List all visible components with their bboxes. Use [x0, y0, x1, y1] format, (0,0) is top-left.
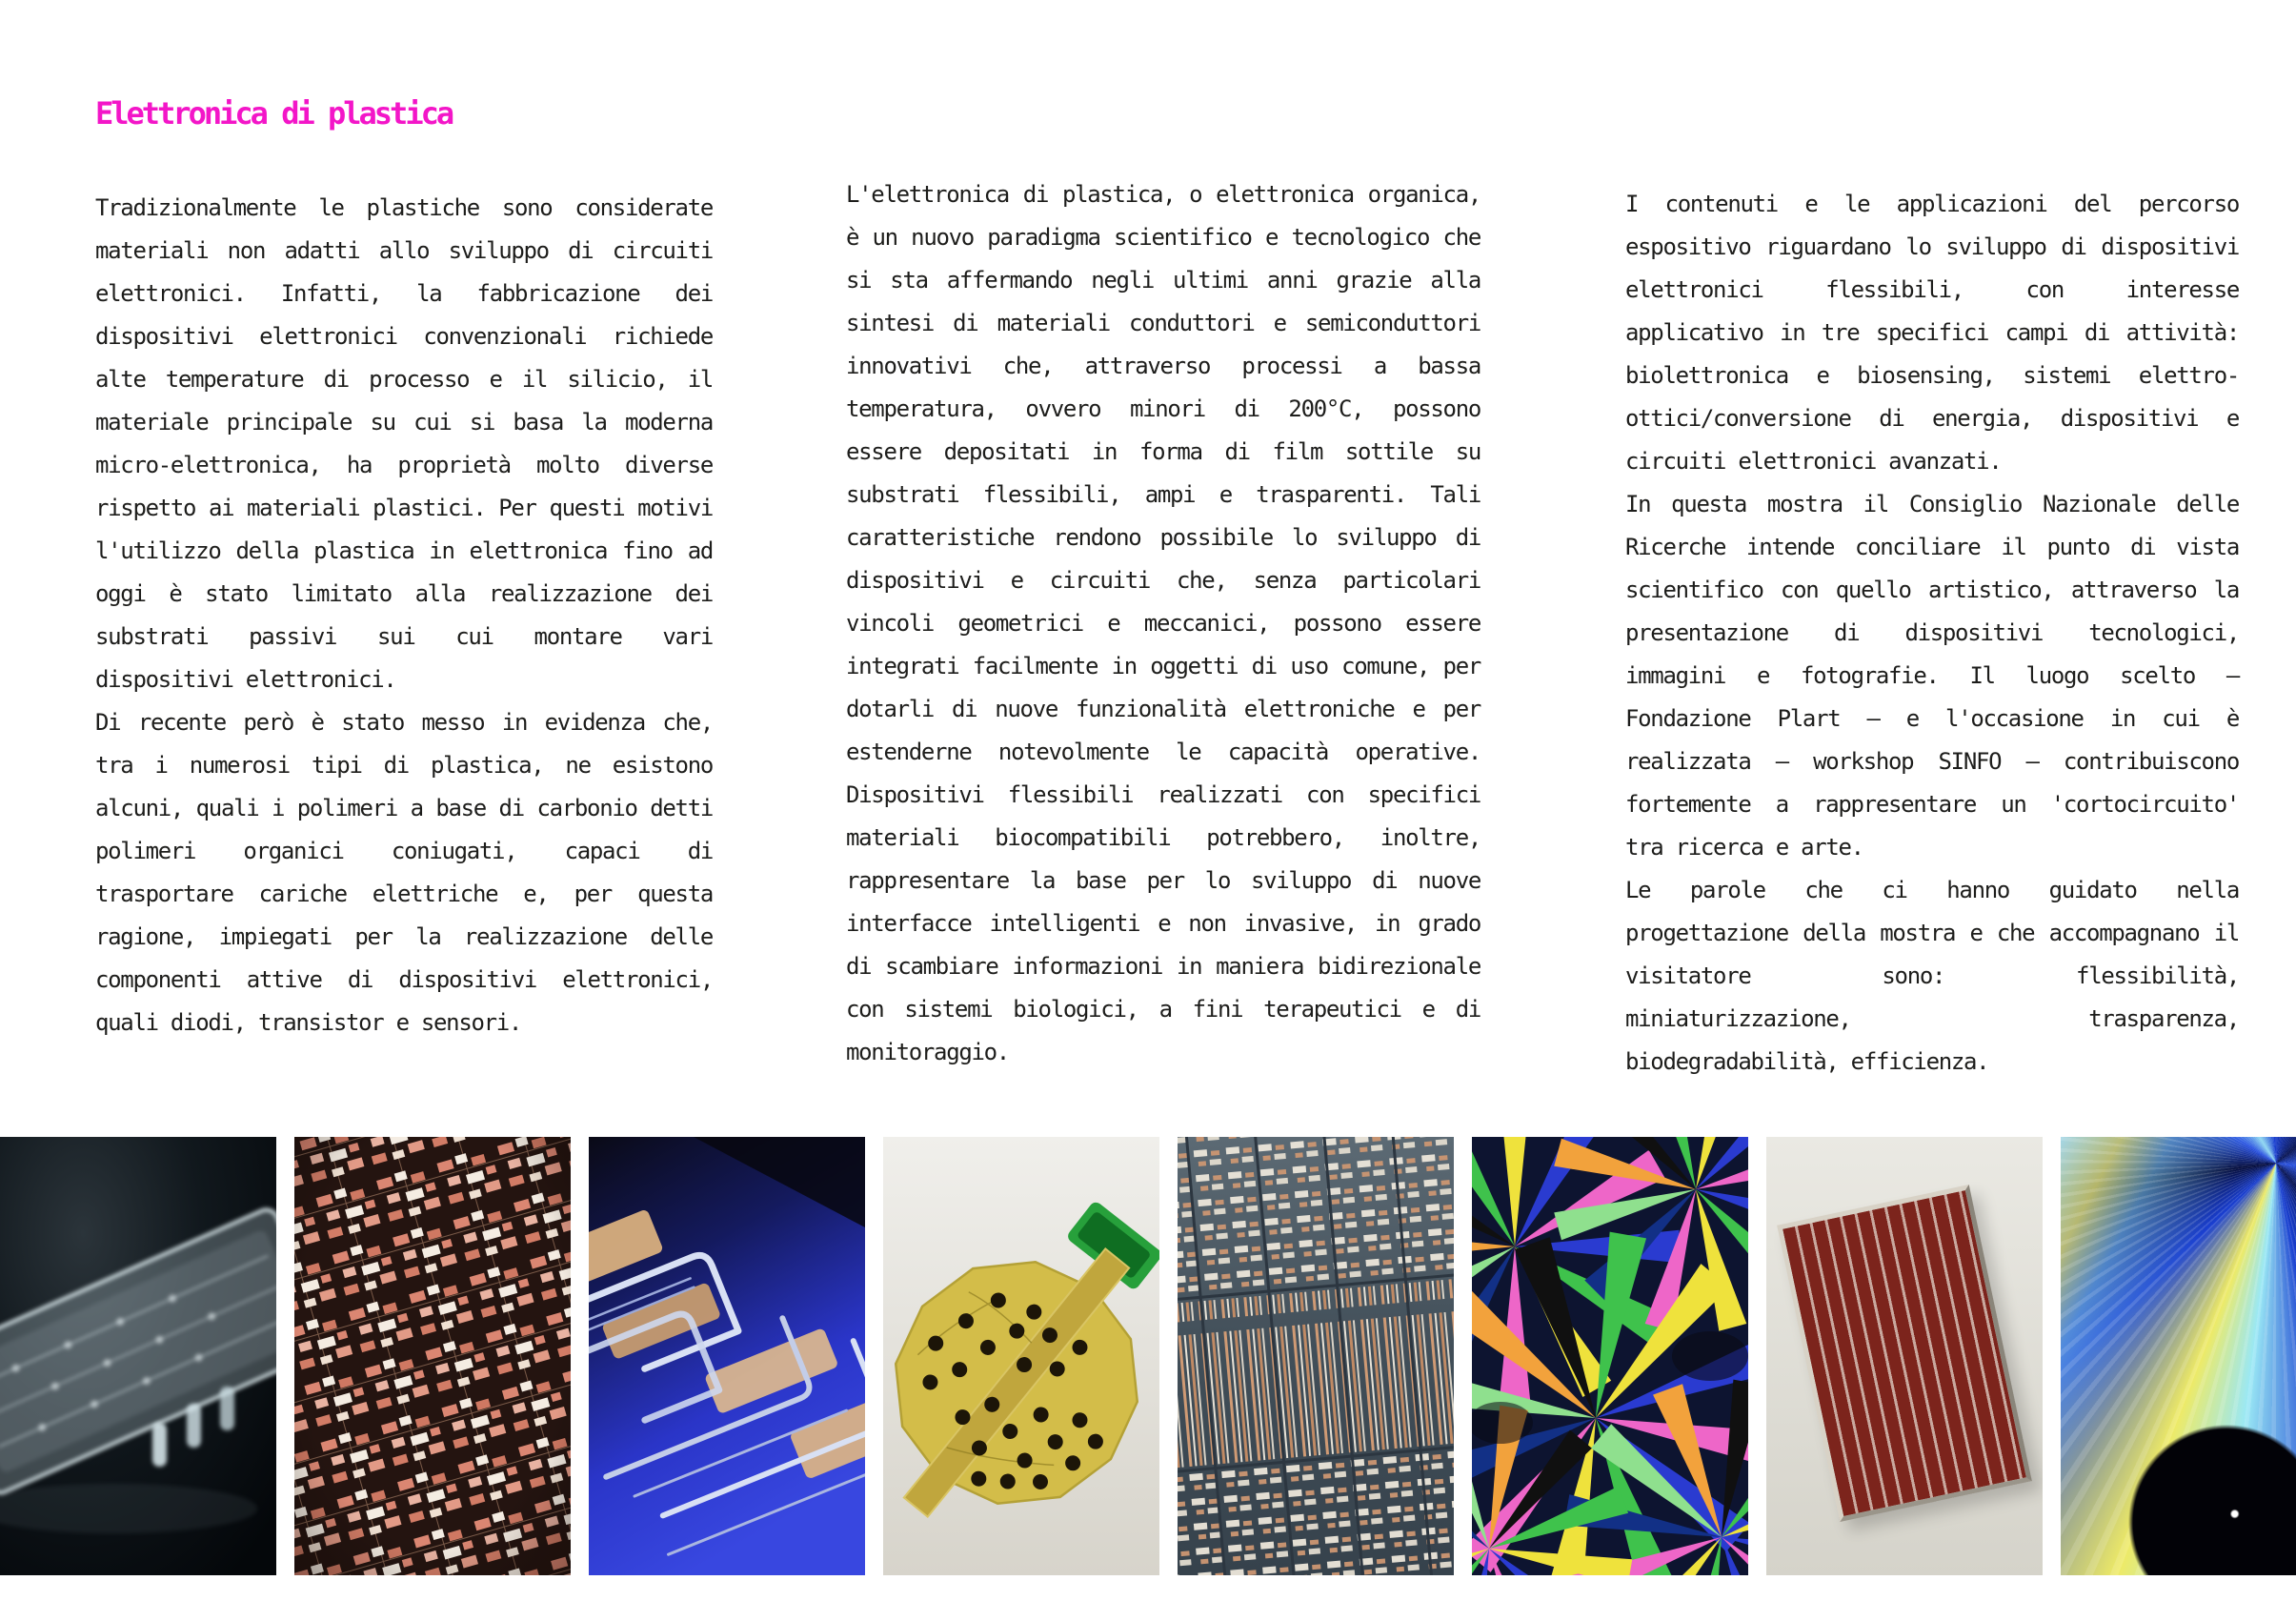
- copper-foil-illustration: [1178, 1137, 1454, 1575]
- gallery-image-crystals-blue: [2061, 1137, 2296, 1575]
- paragraph: Tradizionalmente le plastiche sono considerate materiali non adatti allo sviluppo di circuiti elettronici. Infatti, la fabbricazione dei dispositivi elettronici convenzionali richiede alte temperature di processo e il silicio, il materiale principale su cui si basa la moderna micro-elettronica, ha proprietà molto diverse rispetto ai materiali plastici. Per questi motivi l'utilizzo della plastica in elettronica fino ad oggi è stato limitato alla realizzazione dei substrati passivi sui cui montare vari dispositivi elettronici.: [95, 194, 713, 693]
- text-column-1: [95, 187, 713, 1044]
- gallery-image-printed-array: [294, 1137, 571, 1575]
- printed-array-illustration: [294, 1137, 571, 1575]
- gallery-image-microfluidic-chip: [0, 1137, 276, 1575]
- gallery-image-blue-circuit: [589, 1137, 865, 1575]
- text-column-2: [846, 173, 1480, 1074]
- solar-cell-illustration: [1777, 1185, 2032, 1522]
- paragraph: I contenuti e le applicazioni del percorso espositivo riguardano lo sviluppo di dispositivi elettronici flessibili, con interesse applicativo in tre specifici campi di attività: biolettronica e biosensing, sistemi elettro-ottici/conversione di energia, dispositivi e circuiti elettronici avanzati.: [1625, 191, 2239, 475]
- paragraph: Le parole che ci hanno guidato nella progettazione della mostra e che accompagnano il visitatore sono: flessibilità, miniaturizzazione, trasparenza, biodegradabilità, efficienza.: [1625, 877, 2239, 1075]
- microfluidic-chip-illustration: [0, 1137, 276, 1575]
- paragraph: Di recente però è stato messo in evidenza che, tra i numerosi tipi di plastica, ne esistono alcuni, quali i polimeri a base di carbonio detti polimeri organici coniugati, capaci di trasportare cariche elettriche e, per questa ragione, impiegati per la realizzazione delle componenti attive di dispositivi elettronici, quali diodi, transistor e sensori.: [95, 709, 713, 1036]
- electrode-disc-illustration: [883, 1137, 1159, 1575]
- gallery-image-crystals-multicolor: [1472, 1137, 1748, 1575]
- text-column-3: [1625, 183, 2239, 1084]
- gallery-image-solar-cell: [1766, 1137, 2043, 1575]
- gallery-image-electrode-disc: [883, 1137, 1159, 1575]
- paragraph: L'elettronica di plastica, o elettronica organica, è un nuovo paradigma scientifico e tecnologico che si sta affermando negli ultimi anni grazie alla sintesi di materiali conduttori e semiconduttori innovativi che, attraverso processi a bassa temperatura, ovvero minori di 200°C, possono essere depositati in forma di film sottile su substrati flessibili, ampi e trasparenti. Tali caratteristiche rendono possibile lo sviluppo di dispositivi e circuiti che, senza particolari vincoli geometrici e meccanici, possono essere integrati facilmente in oggetti di uso comune, per dotarli di nuove funzionalità elettroniche e per estenderne notevolmente le capacità operative. Dispositivi flessibili realizzati con specifici materiali biocompatibili potrebbero, inoltre, rappresentare la base per lo sviluppo di nuove interfacce intelligenti e non invasive, in grado di scambiare informazioni in maniera bidirezionale con sistemi biologici, a fini terapeutici e di monitoraggio.: [846, 181, 1480, 1065]
- blue-circuit-illustration: [589, 1137, 865, 1575]
- page-title: Elettronica di plastica: [95, 95, 453, 132]
- photo-strip: [0, 1137, 2296, 1575]
- paragraph: In questa mostra il Consiglio Nazionale delle Ricerche intende conciliare il punto di vista scientifico con quello artistico, attraverso la presentazione di dispositivi tecnologici, immagini e fotografie. Il luogo scelto – Fondazione Plart – e l'occasione in cui è realizzata – workshop SINFO – contribuiscono fortemente a rappresentare un 'cortocircuito' tra ricerca e arte.: [1625, 491, 2239, 861]
- crystals-multicolor-illustration: [1472, 1137, 1748, 1575]
- gallery-image-copper-foil: [1178, 1137, 1454, 1575]
